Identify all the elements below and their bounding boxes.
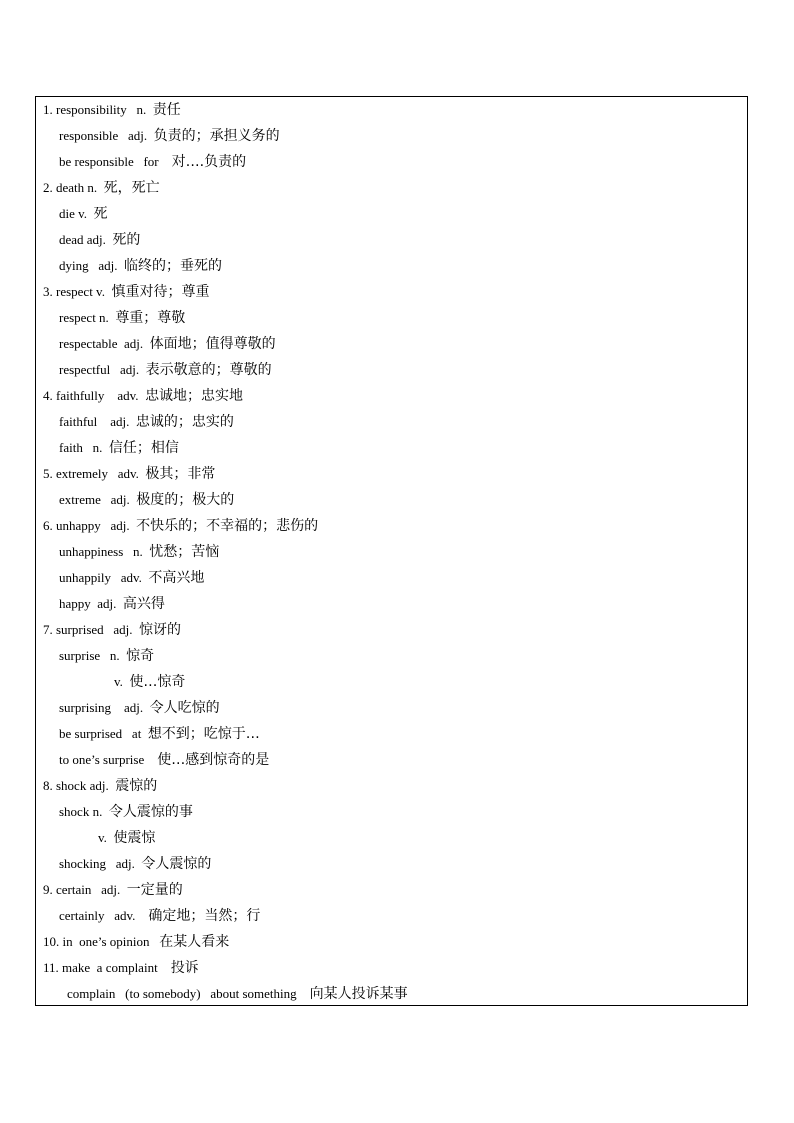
vocab-line: shocking adj. 令人震惊的 — [59, 856, 212, 872]
vocab-line: unhappiness n. 忧愁；苦恼 — [59, 544, 220, 560]
vocab-line: 2. death n. 死，死亡 — [43, 180, 160, 196]
vocab-line: respectable adj. 体面地；值得尊敬的 — [59, 336, 276, 352]
vocab-line: surprising adj. 令人吃惊的 — [59, 700, 220, 716]
vocab-line: 6. unhappy adj. 不快乐的；不幸福的；悲伤的 — [43, 518, 319, 534]
vocab-line: faithful adj. 忠诚的；忠实的 — [59, 414, 234, 430]
vocab-line: shock n. 令人震惊的事 — [59, 804, 193, 820]
vocab-line: extreme adj. 极度的；极大的 — [59, 492, 235, 508]
vocab-line: 8. shock adj. 震惊的 — [43, 778, 158, 794]
vocab-line: 4. faithfully adv. 忠诚地；忠实地 — [43, 388, 244, 404]
vocab-line: 11. make a complaint 投诉 — [43, 960, 199, 976]
vocab-line: 7. surprised adj. 惊讶的 — [43, 622, 182, 638]
vocab-line: certainly adv. 确定地；当然；行 — [59, 908, 261, 924]
vocab-line: 5. extremely adv. 极其；非常 — [43, 466, 216, 482]
vocab-line: dying adj. 临终的；垂死的 — [59, 258, 222, 274]
vocab-line: 3. respect v. 慎重对待；尊重 — [43, 284, 210, 300]
vocab-line: 10. in one’s opinion 在某人看来 — [43, 934, 230, 950]
vocab-line: v. 使…惊奇 — [114, 674, 186, 690]
vocab-line: 1. responsibility n. 责任 — [43, 102, 181, 118]
vocab-line: respect n. 尊重；尊敬 — [59, 310, 186, 326]
vocab-line: 9. certain adj. 一定量的 — [43, 882, 183, 898]
vocab-line: happy adj. 高兴得 — [59, 596, 165, 612]
vocab-line: surprise n. 惊奇 — [59, 648, 155, 664]
vocab-line: v. 使震惊 — [98, 830, 156, 846]
vocab-line: complain (to somebody) about something 向某人投诉某事 — [67, 986, 408, 1002]
vocab-line: unhappily adv. 不高兴地 — [59, 570, 205, 586]
vocab-line: respectful adj. 表示敬意的；尊敬的 — [59, 362, 272, 378]
vocab-line: to one’s surprise 使…感到惊奇的是 — [59, 752, 270, 768]
vocab-line: be responsible for 对….负责的 — [59, 154, 247, 170]
vocab-line: die v. 死 — [59, 206, 108, 222]
vocab-line: faith n. 信任；相信 — [59, 440, 179, 456]
vocab-line: be surprised at 想不到；吃惊于… — [59, 726, 260, 742]
vocab-line: dead adj. 死的 — [59, 232, 141, 248]
vocab-line: responsible adj. 负责的；承担义务的 — [59, 128, 280, 144]
